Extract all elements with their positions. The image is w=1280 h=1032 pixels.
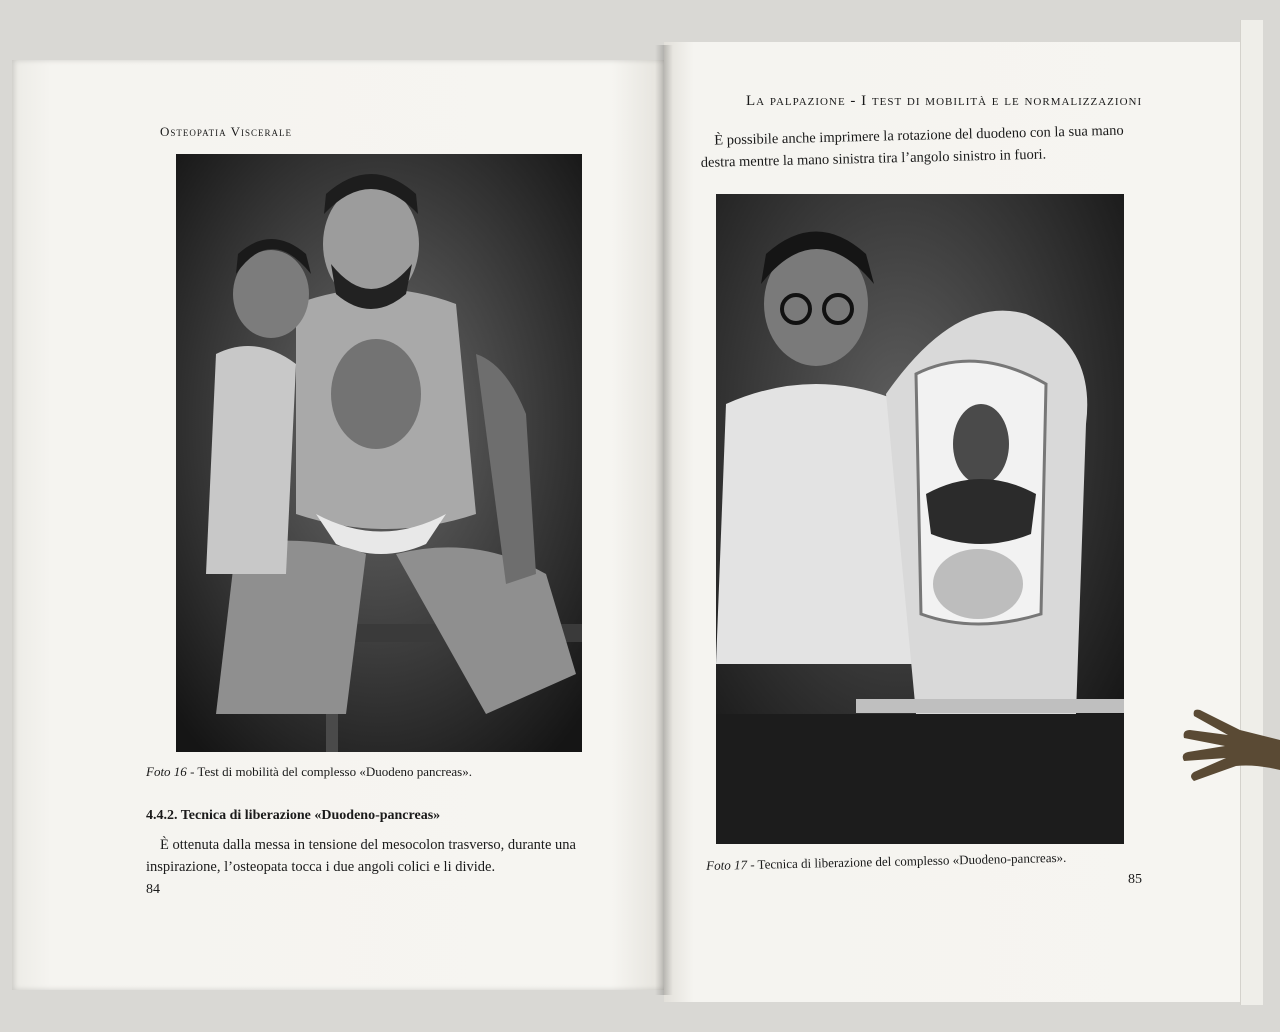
photo-16-caption-text: - Test di mobilità del complesso «Duodeno pancreas». [186, 764, 472, 779]
page-number-right: 85 [1128, 872, 1142, 887]
page-number-left: 84 [146, 882, 160, 897]
bookmark-hand-icon [1180, 680, 1280, 790]
photo-16-illustration [176, 154, 582, 752]
running-head-left: Osteopatia Viscerale [160, 124, 292, 139]
photo-17-image [716, 194, 1124, 844]
photo-16-caption-label: Foto 16 [146, 764, 187, 779]
running-head-right: La palpazione - I test di mobilità e le normalizzazioni [746, 93, 1143, 109]
section-heading: 4.4.2. Tecnica di liberazione «Duodeno-pancreas» [146, 808, 441, 823]
photo-16-caption [146, 764, 472, 780]
book-gutter [655, 45, 673, 995]
photo-17-caption-label: Foto 17 [706, 857, 748, 873]
right-body-paragraph: È possibile anche imprimere la rotazione del duodeno con la sua mano destra mentre la mano sinistra tira l’angolo sinistro in fuori. [700, 122, 1124, 171]
photo-17-caption-text: - Tecnica di liberazione del complesso «Duodeno-pancreas». [746, 849, 1067, 873]
photo-17-illustration [716, 194, 1124, 844]
left-body-paragraph: È ottenuta dalla messa in tensione del mesocolon trasverso, durante una inspirazione, l’osteopata tocca i due angoli colici e li divide. [146, 837, 576, 875]
page-edge [1240, 20, 1263, 1005]
photo-16-image [176, 154, 582, 752]
